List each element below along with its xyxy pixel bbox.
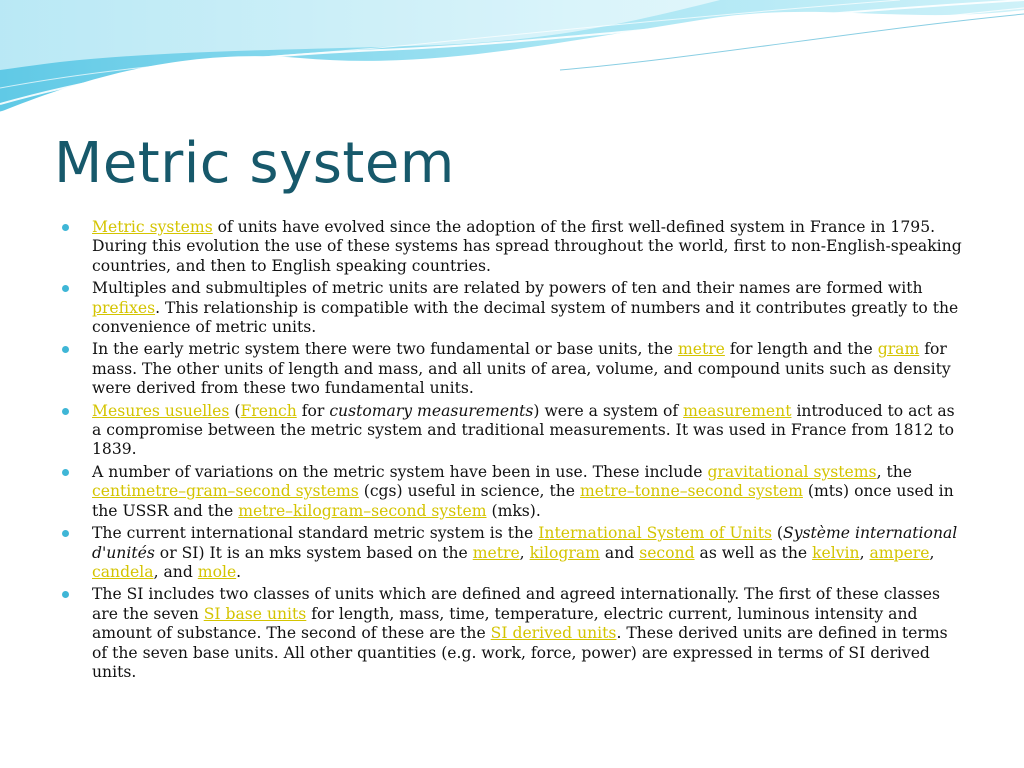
body-text: for length and the: [724, 340, 878, 359]
hyperlink[interactable]: SI derived units: [490, 624, 617, 643]
body-text: as well as the: [694, 543, 813, 562]
bullet-item: [62, 279, 962, 337]
hyperlink[interactable]: centimetre–gram–second systems: [92, 482, 359, 501]
body-text: (: [229, 401, 241, 420]
body-text: of units have evolved since the adoption of the first well-defined system in France in 1795. During this evolution the use of these systems has spread throughout the world, first to non-English-speaking countries, and then to English speaking countries.: [92, 218, 962, 275]
bullet-dot-icon: [62, 224, 69, 231]
bullet-dot-icon: [62, 469, 69, 476]
bullet-item: [62, 402, 962, 460]
body-text: and: [599, 543, 640, 562]
body-text: (cgs) useful in science, the: [358, 482, 580, 501]
body-text: , the: [876, 462, 913, 481]
body-text: for: [296, 401, 330, 420]
italic-text: Système international d'unités: [92, 524, 958, 562]
bullet-item: [62, 585, 962, 682]
hyperlink[interactable]: gram: [877, 340, 920, 359]
body-text: ) were a system of: [533, 401, 684, 420]
hyperlink[interactable]: metre: [472, 543, 520, 562]
body-text: Multiples and submultiples of metric units are related by powers of ten and their names are formed with: [92, 279, 923, 298]
hyperlink[interactable]: ampere: [869, 543, 930, 562]
body-text: (mks).: [486, 501, 541, 520]
body-text: .: [236, 562, 242, 581]
body-text: (mts) once used in the USSR and the: [92, 482, 954, 520]
hyperlink[interactable]: prefixes: [92, 298, 156, 317]
body-text: ,: [859, 543, 870, 562]
italic-text: customary measurements: [329, 401, 534, 420]
hyperlink[interactable]: candela: [92, 562, 154, 581]
hyperlink[interactable]: Mesures usuelles: [92, 401, 230, 420]
decorative-wave-header: [0, 0, 1024, 120]
body-text: for length, mass, time, temperature, electric current, luminous intensity and amount of substance. The second of these are the: [92, 604, 918, 643]
bullet-item: [62, 340, 962, 398]
hyperlink[interactable]: mole: [197, 562, 237, 581]
bullet-item: [62, 524, 962, 582]
body-text: The SI includes two classes of units which are defined and agreed internationally. The first of these classes are the seven: [92, 585, 940, 623]
hyperlink[interactable]: second: [639, 543, 695, 562]
hyperlink[interactable]: measurement: [683, 401, 792, 420]
hyperlink[interactable]: metre–tonne–second system: [579, 482, 803, 501]
bullet-dot-icon: [62, 591, 69, 598]
hyperlink[interactable]: gravitational systems: [707, 462, 877, 481]
body-text: , and: [153, 562, 198, 581]
body-text: or SI) It is an mks system based on the: [154, 543, 473, 562]
bullet-item: [62, 463, 962, 521]
hyperlink[interactable]: kilogram: [529, 543, 600, 562]
bullet-dot-icon: [62, 408, 69, 415]
body-text: In the early metric system there were two fundamental or base units, the: [92, 340, 678, 359]
bullet-dot-icon: [62, 530, 69, 537]
body-text: introduced to act as a compromise between the metric system and traditional measurements. It was used in France from 1812 to 1839.: [92, 401, 955, 459]
bullet-item: [62, 218, 962, 276]
slide-title: Metric system: [54, 131, 455, 196]
body-text: . These derived units are defined in terms of the seven base units. All other quantities (e.g. work, force, power) are expressed in terms of SI derived units.: [92, 624, 948, 681]
hyperlink[interactable]: kelvin: [812, 543, 860, 562]
hyperlink[interactable]: metre–kilogram–second system: [238, 501, 487, 520]
body-text: (: [771, 524, 784, 543]
body-text: The current international standard metric system is the: [92, 524, 539, 543]
body-text: . This relationship is compatible with the decimal system of numbers and it contributes greatly to the convenience of metric units.: [92, 298, 959, 337]
body-text: ,: [929, 543, 935, 562]
hyperlink[interactable]: French: [240, 401, 297, 420]
body-text: ,: [519, 543, 530, 562]
body-text: for mass. The other units of length and mass, and all units of area, volume, and compound units such as density were derived from these two fundamental units.: [92, 340, 951, 398]
hyperlink[interactable]: International System of Units: [538, 524, 772, 543]
hyperlink[interactable]: metre: [677, 340, 725, 359]
bullet-list: [62, 218, 962, 685]
hyperlink[interactable]: Metric systems: [92, 218, 213, 236]
hyperlink[interactable]: SI base units: [203, 604, 307, 623]
bullet-dot-icon: [62, 346, 69, 353]
bullet-dot-icon: [62, 285, 69, 292]
body-text: A number of variations on the metric system have been in use. These include: [92, 462, 708, 481]
